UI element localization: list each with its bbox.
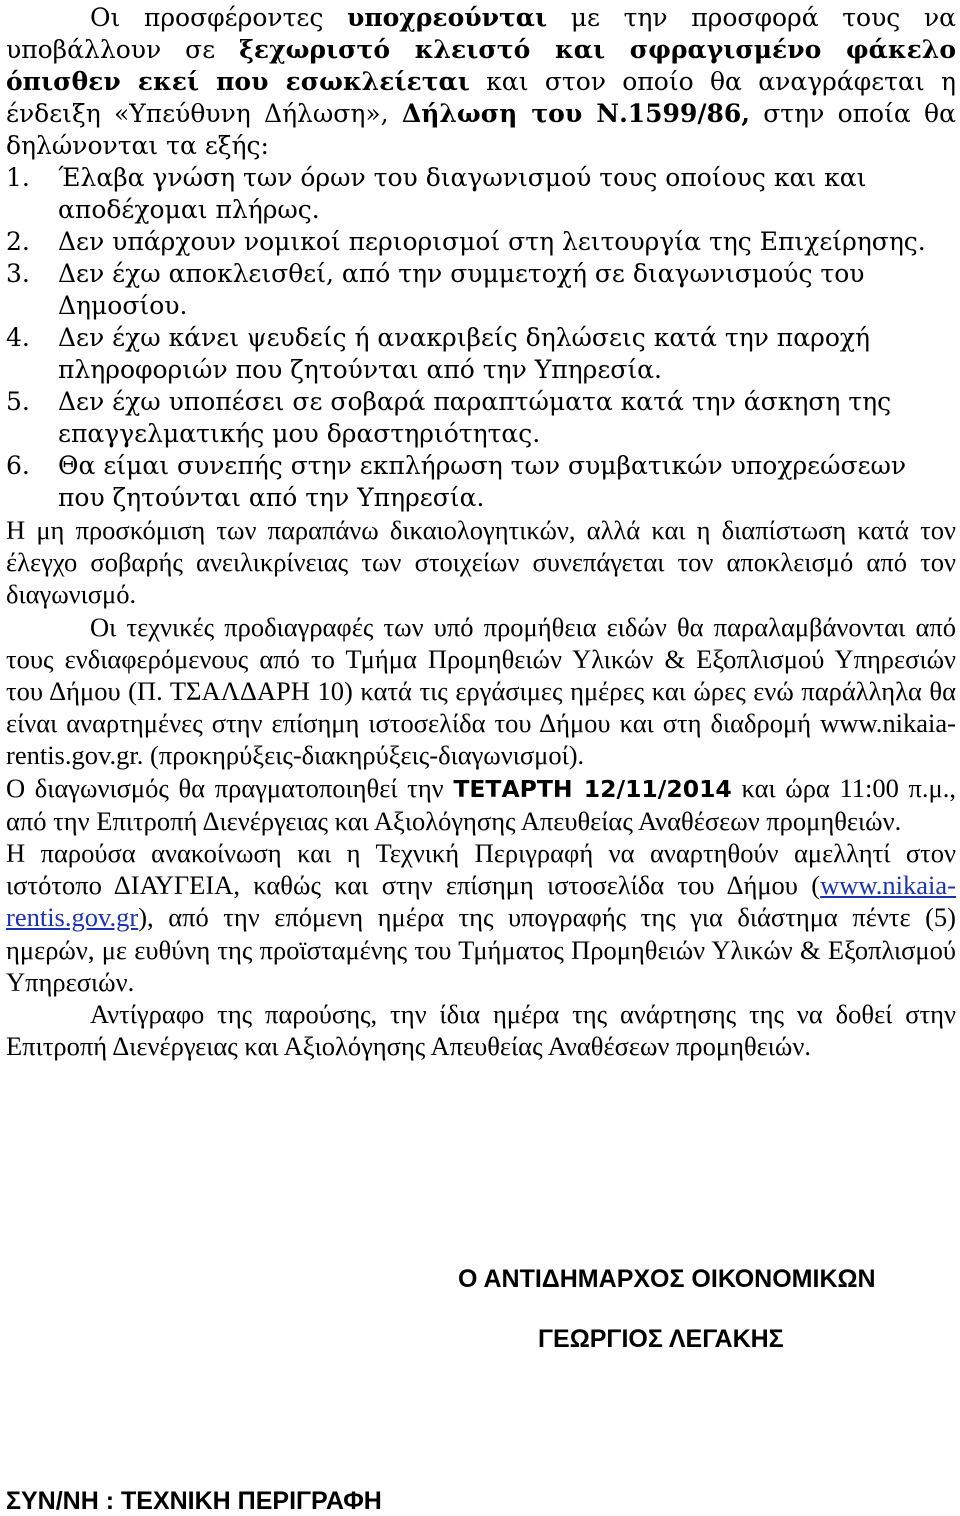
intro-text-2: με την προσφορά τους να υποβάλλουν σε <box>6 3 956 64</box>
publish-paragraph <box>6 837 956 998</box>
attachment-note: ΣΥΝ/ΝΗ : ΤΕΧΝΙΚΗ ΠΕΡΙΓΡΑΦΗ <box>6 1487 382 1515</box>
signature-name: ΓΕΩΡΓΙΟΣ ΛΕΓΑΚΗΣ <box>538 1325 784 1353</box>
list-item-number: 2. <box>6 227 30 256</box>
list-item-number: 1. <box>6 163 30 192</box>
website-link[interactable]: www.nikaia-rentis.gov.gr <box>6 870 956 933</box>
declaration-list <box>6 162 956 514</box>
date-bold: ΤΕΤΑΡΤΗ 12/11/2014 <box>453 774 732 803</box>
intro-bold-1: υποχρεούνται <box>346 3 548 32</box>
signature-title: Ο ΑΝΤΙΔΗΜΑΡΧΟΣ ΟΙΚΟΝΟΜΙΚΩΝ <box>458 1265 876 1293</box>
list-item <box>6 226 956 258</box>
intro-text-1: Οι προσφέροντες <box>90 3 347 32</box>
document-page <box>6 0 956 1062</box>
publish-text-2: ), από την επόμενη ημέρα της υπογραφής της για διάστημα πέντε (5) ημερών, με ευθύνη της προϊσταμένης του Τμήματος Προμηθειών Υλικών & Εξοπλισμού Υπηρεσιών. <box>6 902 956 997</box>
list-item-text: Δεν έχω υποπέσει σε σοβαρά παραπτώματα κατά την άσκηση της επαγγελματικής μου δραστηριότητας. <box>58 387 892 448</box>
list-item-number: 4. <box>6 323 30 352</box>
date-paragraph <box>6 772 956 837</box>
intro-text-3: και στον οποίο θα αναγράφεται η ένδειξη «Υπεύθυνη Δήλωση», <box>6 67 956 128</box>
publish-text-1: Η παρούσα ανακοίνωση και η Τεχνική Περιγραφή να αναρτηθούν αμελλητί στον ιστότοπο ΔΙΑΥΓΕΙΑ, καθώς και στην επίσημη ιστοσελίδα του Δήμου ( <box>6 838 956 901</box>
intro-text-4: στην οποία θα δηλώνονται τα εξής: <box>6 99 956 160</box>
intro-bold-3: Δήλωση του Ν.1599/86, <box>401 99 750 128</box>
non-submission-paragraph: Η μη προσκόμιση των παραπάνω δικαιολογητικών, αλλά και η διαπίστωση κατά τον έλεγχο σοβαρής ανειλικρίνειας των στοιχείων συνεπάγεται τον αποκλεισμό από τον διαγωνισμό. <box>6 515 956 610</box>
date-text-2: και ώρα 11:00 π.μ., από την Επιτροπή Διενέργειας και Αξιολόγησης Απευθείας Αναθέσεων προμηθειών. <box>6 772 957 836</box>
list-item-text: Θα είμαι συνεπής στην εκπλήρωση των συμβατικών υποχρεώσεων που ζητούνται από την Υπηρεσία. <box>58 451 907 512</box>
list-item <box>6 162 956 226</box>
date-text-1: Ο διαγωνισμός θα πραγματοποιηθεί την <box>6 772 454 803</box>
list-item-text: Δεν έχω κάνει ψευδείς ή ανακριβείς δηλώσεις κατά την παροχή πληροφοριών που ζητούνται από την Υπηρεσία. <box>58 323 870 384</box>
list-item-text: Δεν υπάρχουν νομικοί περιορισμοί στη λειτουργία της Επιχείρησης. <box>58 227 926 256</box>
specs-paragraph: Οι τεχνικές προδιαγραφές των υπό προμήθεια ειδών θα παραλαμβάνονται από τους ενδιαφερόμενους από το Τμήμα Προμηθειών Υλικών & Εξοπλισμού Υπηρεσιών του Δήμου (Π. ΤΣΑΛΔΑΡΗ 10) κατά τις εργάσιμες ημέρες και ώρες ενώ παράλληλα θα είναι αναρτημένες στην επίσημη ιστοσελίδα του Δήμου και στη διαδρομή www.nikaia-rentis.gov.gr. (προκηρύξεις-διακηρύξεις-διαγωνισμοί). <box>6 611 956 771</box>
list-item-number: 5. <box>6 387 30 416</box>
list-item-number: 6. <box>6 451 30 480</box>
intro-bold-2: ξεχωριστό κλειστό και σφραγισμένο φάκελο όπισθεν εκεί που εσωκλείεται <box>6 35 956 96</box>
list-item-text: Έλαβα γνώση των όρων του διαγωνισμού τους οποίους και και αποδέχομαι πλήρως. <box>58 163 867 224</box>
list-item <box>6 450 956 514</box>
list-item <box>6 386 956 450</box>
list-item-number: 3. <box>6 259 30 288</box>
list-item-text: Δεν έχω αποκλεισθεί, από την συμμετοχή σε διαγωνισμούς του Δημοσίου. <box>58 259 865 320</box>
intro-paragraph <box>6 2 956 162</box>
list-item <box>6 258 956 322</box>
copy-paragraph: Αντίγραφο της παρούσης, την ίδια ημέρα της ανάρτησης της να δοθεί στην Επιτροπή Διενέργειας και Αξιολόγησης Απευθείας Αναθέσεων προμηθειών. <box>6 999 956 1062</box>
list-item <box>6 322 956 386</box>
